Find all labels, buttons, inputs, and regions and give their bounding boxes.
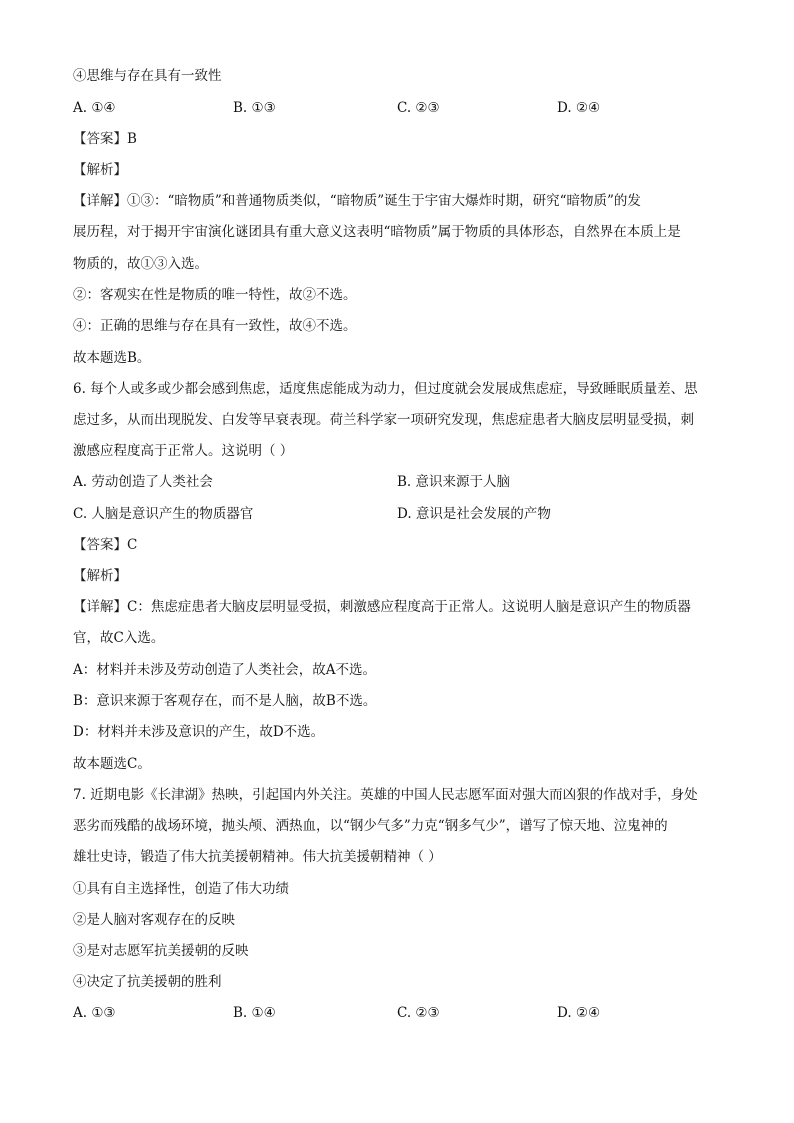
option-d: D. 意识是社会发展的产物 <box>397 506 551 522</box>
option-b: B. ①④ <box>233 1005 276 1021</box>
analysis-label: 【解析】 <box>73 568 127 584</box>
conclusion: 故本题选B。 <box>73 350 151 366</box>
detail-line: B：意识来源于客观存在，而不是人脑，故B不选。 <box>73 693 377 709</box>
statement-4: ④思维与存在具有一致性 <box>73 68 222 84</box>
detail-line: ②：客观实在性是物质的唯一特性，故②不选。 <box>73 287 357 303</box>
question-7-text: 恶劣而残酷的战场环境，抛头颅、洒热血，以“钢少气多”力克“钢多气少”，谱写了惊天地、泣鬼神的 <box>73 818 668 834</box>
answer-label: 【答案】B <box>73 131 137 147</box>
detail-line: ④：正确的思维与存在具有一致性，故④不选。 <box>73 318 357 334</box>
option-a: A. ①③ <box>73 1005 116 1021</box>
detail-line: D：材料并未涉及意识的产生，故D不选。 <box>73 724 325 740</box>
question-6-text: 激感应程度高于正常人。这说明（ ） <box>73 443 294 459</box>
statement-2: ②是人脑对客观存在的反映 <box>73 912 235 928</box>
detail-line: 物质的，故①③入选。 <box>73 256 208 272</box>
detail-line: 官，故C入选。 <box>73 630 165 646</box>
conclusion: 故本题选C。 <box>73 756 151 772</box>
detail-line: A：材料并未涉及劳动创造了人类社会，故A不选。 <box>73 662 376 678</box>
option-b: B. ①③ <box>233 100 276 116</box>
statement-3: ③是对志愿军抗美援朝的反映 <box>73 943 249 959</box>
statement-1: ①具有自主选择性，创造了伟大功绩 <box>73 881 289 897</box>
option-d: D. ②④ <box>557 100 601 116</box>
question-6-text: 6. 每个人或多或少都会感到焦虑，适度焦虑能成为动力，但过度就会发展成焦虑症，导致睡眠质量差、思 <box>73 381 698 397</box>
question-7-text: 雄壮史诗，锻造了伟大抗美援朝精神。伟大抗美援朝精神（ ） <box>73 849 442 865</box>
statement-4: ④决定了抗美援朝的胜利 <box>73 974 222 990</box>
option-a: A. ①④ <box>73 100 116 116</box>
detail-line: 展历程，对于揭开宇宙演化谜团具有重大意义这表明“暗物质”属于物质的具体形态，自然界在本质上是 <box>73 224 681 240</box>
detail-line: 【详解】①③：“暗物质”和普通物质类似，“暗物质”诞生于宇宙大爆炸时期，研究“暗物质”的发 <box>73 193 641 209</box>
answer-label: 【答案】C <box>73 537 138 553</box>
option-c: C. ②③ <box>397 100 440 116</box>
option-b: B. 意识来源于人脑 <box>397 474 511 490</box>
option-c: C. ②③ <box>397 1005 440 1021</box>
question-6-text: 虑过多，从而出现脱发、白发等早衰表现。荷兰科学家一项研究发现，焦虑症患者大脑皮层明显受损，刺 <box>73 412 694 428</box>
option-a: A. 劳动创造了人类社会 <box>73 474 213 490</box>
option-d: D. ②④ <box>557 1005 601 1021</box>
question-7-text: 7. 近期电影《长津湖》热映，引起国内外关注。英雄的中国人民志愿军面对强大而凶狠的作战对手，身处 <box>73 787 698 803</box>
option-c: C. 人脑是意识产生的物质器官 <box>73 506 254 522</box>
detail-line: 【详解】C：焦虑症患者大脑皮层明显受损，刺激感应程度高于正常人。这说明人脑是意识产生的物质器 <box>73 599 691 615</box>
analysis-label: 【解析】 <box>73 162 127 178</box>
